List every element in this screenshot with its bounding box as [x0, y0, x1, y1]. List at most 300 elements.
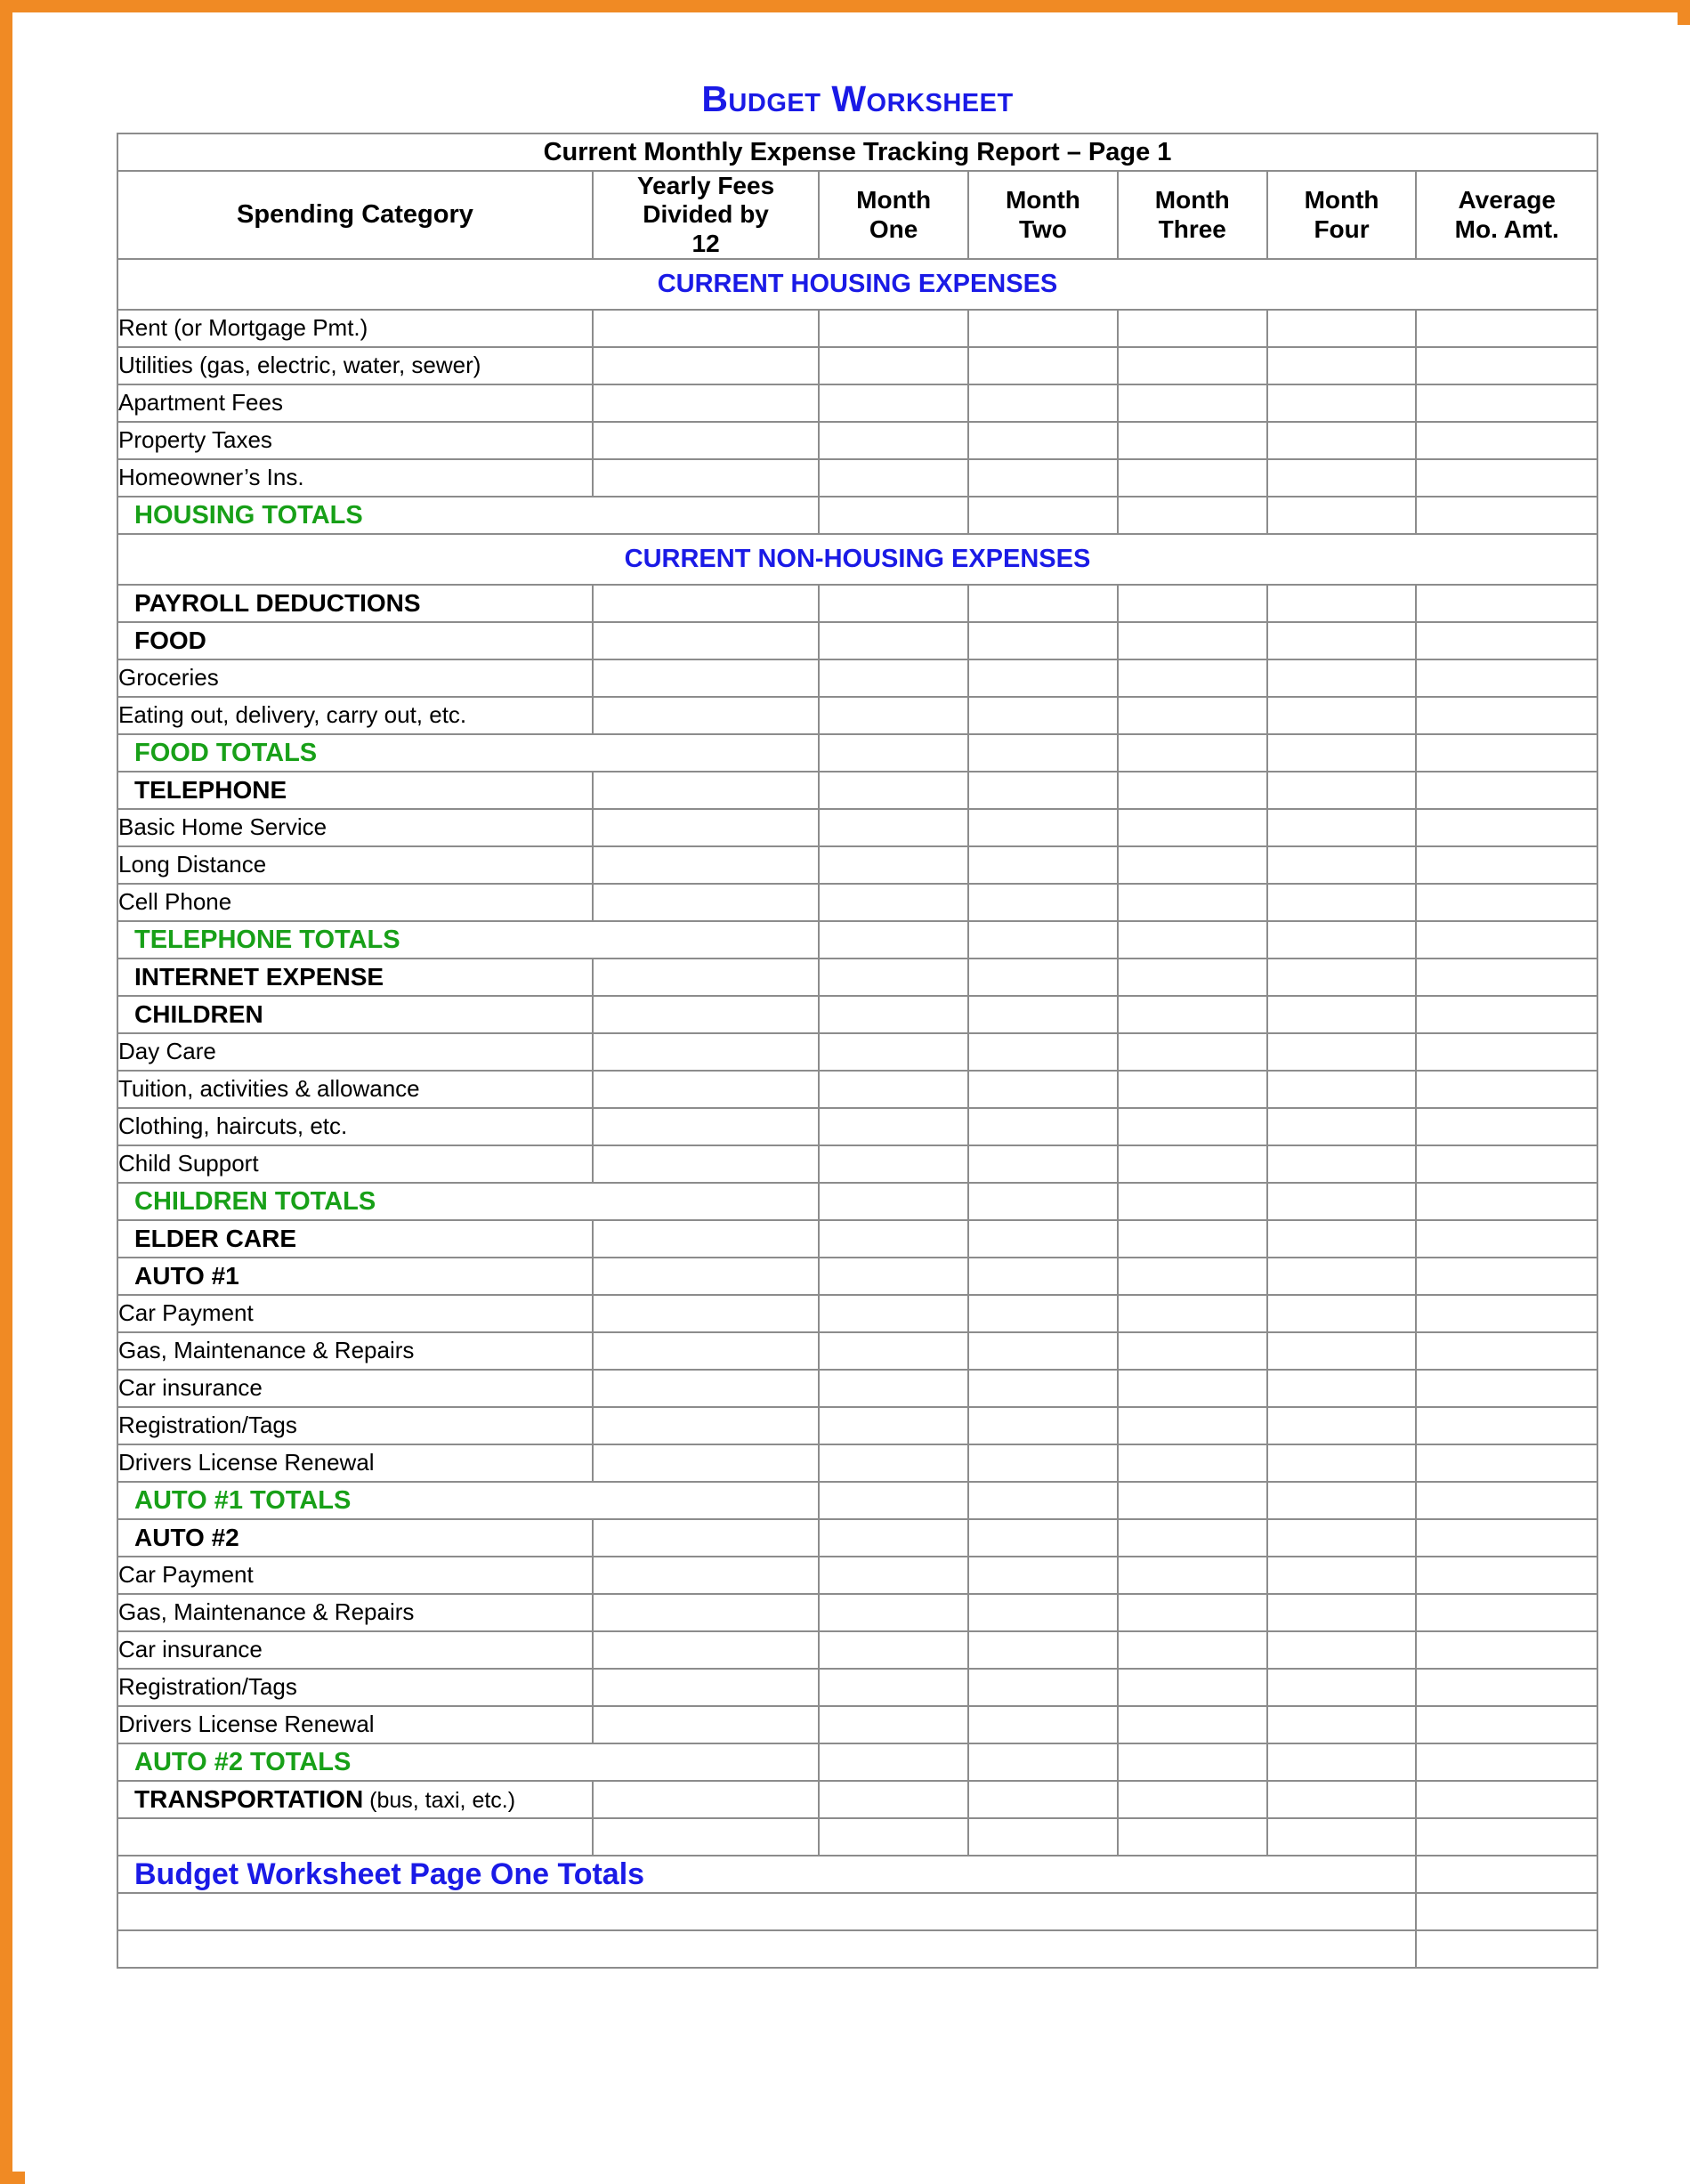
table-row [117, 622, 1597, 659]
entry-cell[interactable] [1416, 1893, 1597, 1930]
entry-cell[interactable] [819, 1295, 968, 1332]
entry-cell[interactable] [1416, 622, 1597, 659]
table-row [117, 1407, 1597, 1444]
entry-cell[interactable] [1267, 1669, 1417, 1706]
entry-cell[interactable] [819, 1444, 968, 1482]
entry-cell[interactable] [819, 1482, 968, 1519]
entry-cell[interactable] [1416, 1220, 1597, 1258]
column-header-month-two: Month Two [968, 171, 1118, 259]
entry-cell[interactable] [968, 1444, 1118, 1482]
entry-cell[interactable] [593, 1818, 819, 1856]
entry-cell[interactable] [819, 1743, 968, 1781]
entry-cell[interactable] [1118, 1071, 1267, 1108]
column-header-month-four: Month Four [1267, 171, 1417, 259]
entry-cell[interactable] [1416, 697, 1597, 734]
entry-cell[interactable] [968, 1220, 1118, 1258]
blank-row [117, 1930, 1597, 1968]
entry-cell[interactable] [1267, 1145, 1417, 1183]
row-label-major [117, 1220, 593, 1258]
entry-cell[interactable] [1416, 347, 1597, 384]
entry-cell[interactable] [968, 734, 1118, 772]
row-label-major [117, 585, 593, 622]
entry-cell[interactable] [1267, 1519, 1417, 1557]
entry-cell[interactable] [1267, 809, 1417, 846]
entry-cell[interactable] [819, 1706, 968, 1743]
table-row [117, 1220, 1597, 1258]
row-label-major [117, 1258, 593, 1295]
entry-cell[interactable] [819, 1258, 968, 1295]
entry-cell[interactable] [819, 1519, 968, 1557]
subtotal-label: TELEPHONE TOTALS [117, 921, 819, 959]
entry-cell[interactable] [819, 1220, 968, 1258]
entry-cell[interactable] [819, 422, 968, 459]
table-row [117, 1370, 1597, 1407]
entry-cell[interactable] [1118, 809, 1267, 846]
entry-cell[interactable] [819, 846, 968, 884]
entry-cell[interactable] [968, 1108, 1118, 1145]
entry-cell[interactable] [1118, 1370, 1267, 1407]
entry-cell[interactable] [1267, 422, 1417, 459]
entry-cell[interactable] [819, 1818, 968, 1856]
entry-cell[interactable] [1416, 1071, 1597, 1108]
blank-label [117, 1930, 1416, 1968]
entry-cell[interactable] [819, 697, 968, 734]
entry-cell[interactable] [1267, 347, 1417, 384]
entry-cell[interactable] [1118, 959, 1267, 996]
entry-cell[interactable] [819, 1781, 968, 1818]
entry-cell[interactable] [1416, 846, 1597, 884]
entry-cell[interactable] [968, 422, 1118, 459]
row-label: Property Taxes [117, 422, 593, 459]
entry-cell[interactable] [1416, 1594, 1597, 1631]
table-row [117, 1631, 1597, 1669]
entry-cell[interactable] [593, 772, 819, 809]
entry-cell[interactable] [1118, 1295, 1267, 1332]
entry-cell[interactable] [1416, 921, 1597, 959]
entry-cell[interactable] [1267, 996, 1417, 1033]
entry-cell[interactable] [593, 846, 819, 884]
row-label-text: AUTO #1 [134, 1262, 239, 1290]
entry-cell[interactable] [593, 1332, 819, 1370]
entry-cell[interactable] [968, 459, 1118, 497]
row-label: Gas, Maintenance & Repairs [117, 1332, 593, 1370]
entry-cell[interactable] [968, 384, 1118, 422]
entry-cell[interactable] [968, 347, 1118, 384]
entry-cell[interactable] [968, 1033, 1118, 1071]
entry-cell[interactable] [819, 1332, 968, 1370]
entry-cell[interactable] [593, 1594, 819, 1631]
row-label-major [117, 996, 593, 1033]
entry-cell[interactable] [1118, 1781, 1267, 1818]
entry-cell[interactable] [1267, 1071, 1417, 1108]
entry-cell[interactable] [819, 959, 968, 996]
entry-cell[interactable] [1416, 1258, 1597, 1295]
table-row [117, 996, 1597, 1033]
entry-cell[interactable] [1118, 1482, 1267, 1519]
entry-cell[interactable] [1416, 1930, 1597, 1968]
entry-cell[interactable] [1267, 1108, 1417, 1145]
entry-cell[interactable] [593, 1781, 819, 1818]
entry-cell[interactable] [1416, 1183, 1597, 1220]
entry-cell[interactable] [1267, 1743, 1417, 1781]
entry-cell[interactable] [968, 772, 1118, 809]
entry-cell[interactable] [1267, 1631, 1417, 1669]
entry-cell[interactable] [1416, 884, 1597, 921]
entry-cell[interactable] [968, 809, 1118, 846]
row-label-major [117, 959, 593, 996]
table-row [117, 310, 1597, 347]
section-heading-row [117, 259, 1597, 310]
entry-cell[interactable] [1267, 959, 1417, 996]
entry-cell[interactable] [1416, 1108, 1597, 1145]
entry-cell[interactable] [1416, 1370, 1597, 1407]
entry-cell[interactable] [968, 310, 1118, 347]
entry-cell[interactable] [1416, 1444, 1597, 1482]
entry-cell[interactable] [968, 1407, 1118, 1444]
table-row [117, 846, 1597, 884]
entry-cell[interactable] [968, 996, 1118, 1033]
entry-cell[interactable] [968, 846, 1118, 884]
subtotal-row [117, 1482, 1597, 1519]
entry-cell[interactable] [819, 459, 968, 497]
entry-cell[interactable] [1267, 772, 1417, 809]
row-label: Basic Home Service [117, 809, 593, 846]
entry-cell[interactable] [1267, 1220, 1417, 1258]
entry-cell[interactable] [1416, 996, 1597, 1033]
entry-cell[interactable] [593, 1519, 819, 1557]
entry-cell[interactable] [593, 384, 819, 422]
entry-cell[interactable] [1267, 1370, 1417, 1407]
entry-cell[interactable] [1416, 310, 1597, 347]
entry-cell[interactable] [593, 1669, 819, 1706]
entry-cell[interactable] [1118, 1258, 1267, 1295]
entry-cell[interactable] [1267, 1781, 1417, 1818]
row-label: Utilities (gas, electric, water, sewer) [117, 347, 593, 384]
column-header-month-one: Month One [819, 171, 968, 259]
entry-cell[interactable] [968, 884, 1118, 921]
entry-cell[interactable] [819, 1631, 968, 1669]
entry-cell[interactable] [1118, 1332, 1267, 1370]
entry-cell[interactable] [1416, 497, 1597, 534]
entry-cell[interactable] [968, 1332, 1118, 1370]
entry-cell[interactable] [1416, 809, 1597, 846]
row-label-text: AUTO #2 [134, 1524, 239, 1552]
entry-cell[interactable] [1267, 734, 1417, 772]
entry-cell[interactable] [593, 1071, 819, 1108]
entry-cell[interactable] [1416, 1407, 1597, 1444]
entry-cell[interactable] [1267, 1183, 1417, 1220]
entry-cell[interactable] [1118, 1145, 1267, 1183]
entry-cell[interactable] [1267, 622, 1417, 659]
entry-cell[interactable] [1118, 697, 1267, 734]
entry-cell[interactable] [819, 1594, 968, 1631]
entry-cell[interactable] [1267, 1594, 1417, 1631]
row-label: Long Distance [117, 846, 593, 884]
row-label: Drivers License Renewal [117, 1706, 593, 1743]
entry-cell[interactable] [1118, 1444, 1267, 1482]
entry-cell[interactable] [1267, 1407, 1417, 1444]
entry-cell[interactable] [1416, 1743, 1597, 1781]
subtotal-label: FOOD TOTALS [117, 734, 819, 772]
row-label-text: FOOD [134, 627, 206, 655]
subtotal-row [117, 497, 1597, 534]
entry-cell[interactable] [1118, 846, 1267, 884]
row-label-text: CHILDREN [134, 1000, 263, 1029]
row-label: Clothing, haircuts, etc. [117, 1108, 593, 1145]
entry-cell[interactable] [819, 1145, 968, 1183]
entry-cell[interactable] [1118, 921, 1267, 959]
entry-cell[interactable] [819, 1071, 968, 1108]
entry-cell[interactable] [1416, 659, 1597, 697]
entry-cell[interactable] [593, 1220, 819, 1258]
worksheet-sheet [25, 25, 1690, 2184]
table-row [117, 422, 1597, 459]
entry-cell[interactable] [1416, 1557, 1597, 1594]
budget-table [117, 133, 1598, 1969]
report-subtitle-row [117, 133, 1597, 171]
entry-cell[interactable] [819, 772, 968, 809]
entry-cell[interactable] [593, 622, 819, 659]
entry-cell[interactable] [968, 1071, 1118, 1108]
entry-cell[interactable] [593, 585, 819, 622]
entry-cell[interactable] [1267, 1033, 1417, 1071]
entry-cell[interactable] [593, 959, 819, 996]
entry-cell[interactable] [593, 347, 819, 384]
entry-cell[interactable] [1118, 1407, 1267, 1444]
entry-cell[interactable] [1118, 384, 1267, 422]
entry-cell[interactable] [593, 422, 819, 459]
entry-cell[interactable] [1267, 585, 1417, 622]
table-row [117, 1071, 1597, 1108]
entry-cell[interactable] [1416, 1033, 1597, 1071]
entry-cell[interactable] [968, 1594, 1118, 1631]
entry-cell[interactable] [968, 1183, 1118, 1220]
entry-cell[interactable] [1267, 697, 1417, 734]
entry-cell[interactable] [1416, 734, 1597, 772]
entry-cell[interactable] [819, 347, 968, 384]
entry-cell[interactable] [968, 1145, 1118, 1183]
entry-cell[interactable] [1267, 1557, 1417, 1594]
subtotal-row [117, 1183, 1597, 1220]
entry-cell[interactable] [1267, 1332, 1417, 1370]
entry-cell[interactable] [1267, 1706, 1417, 1743]
entry-cell[interactable] [1416, 459, 1597, 497]
entry-cell[interactable] [819, 384, 968, 422]
entry-cell[interactable] [819, 884, 968, 921]
row-label: Cell Phone [117, 884, 593, 921]
entry-cell[interactable] [1416, 1332, 1597, 1370]
entry-cell[interactable] [1267, 846, 1417, 884]
entry-cell[interactable] [1416, 1631, 1597, 1669]
entry-cell[interactable] [593, 996, 819, 1033]
entry-cell[interactable] [1267, 1295, 1417, 1332]
entry-cell[interactable] [968, 1818, 1118, 1856]
entry-cell[interactable] [1118, 1557, 1267, 1594]
entry-cell[interactable] [1118, 622, 1267, 659]
row-label: Car Payment [117, 1295, 593, 1332]
entry-cell[interactable] [819, 497, 968, 534]
entry-cell[interactable] [1118, 1743, 1267, 1781]
table-row [117, 585, 1597, 622]
entry-cell[interactable] [819, 585, 968, 622]
table-row [117, 1818, 1597, 1856]
entry-cell[interactable] [968, 1370, 1118, 1407]
column-header-category: Spending Category [117, 171, 593, 259]
entry-cell[interactable] [968, 1743, 1118, 1781]
entry-cell[interactable] [1118, 497, 1267, 534]
entry-cell[interactable] [1267, 1258, 1417, 1295]
entry-cell[interactable] [819, 1557, 968, 1594]
entry-cell[interactable] [1267, 1818, 1417, 1856]
entry-cell[interactable] [1267, 384, 1417, 422]
entry-cell[interactable] [819, 1183, 968, 1220]
entry-cell[interactable] [968, 622, 1118, 659]
entry-cell[interactable] [1118, 459, 1267, 497]
entry-cell[interactable] [593, 1108, 819, 1145]
entry-cell[interactable] [1267, 497, 1417, 534]
entry-cell[interactable] [819, 622, 968, 659]
entry-cell[interactable] [1416, 959, 1597, 996]
entry-cell[interactable] [1267, 459, 1417, 497]
section-heading-row [117, 534, 1597, 585]
entry-cell[interactable] [968, 1669, 1118, 1706]
table-row [117, 1332, 1597, 1370]
entry-cell[interactable] [819, 809, 968, 846]
entry-cell[interactable] [1267, 310, 1417, 347]
column-header-month-three: Month Three [1118, 171, 1267, 259]
entry-cell[interactable] [968, 585, 1118, 622]
entry-cell[interactable] [1416, 1519, 1597, 1557]
entry-cell[interactable] [593, 1370, 819, 1407]
entry-cell[interactable] [593, 1631, 819, 1669]
entry-cell[interactable] [1416, 1669, 1597, 1706]
table-row [117, 809, 1597, 846]
entry-cell[interactable] [1118, 1183, 1267, 1220]
entry-cell[interactable] [1267, 921, 1417, 959]
entry-cell[interactable] [1267, 1482, 1417, 1519]
entry-cell[interactable] [968, 659, 1118, 697]
entry-cell[interactable] [1118, 347, 1267, 384]
entry-cell[interactable] [1118, 659, 1267, 697]
entry-cell[interactable] [1118, 1108, 1267, 1145]
entry-cell[interactable] [819, 1108, 968, 1145]
entry-cell[interactable] [593, 310, 819, 347]
entry-cell[interactable] [819, 1669, 968, 1706]
entry-cell[interactable] [968, 959, 1118, 996]
table-row [117, 1108, 1597, 1145]
table-row [117, 1258, 1597, 1295]
grand-total-label: Budget Worksheet Page One Totals [117, 1856, 1416, 1893]
entry-cell[interactable] [593, 1033, 819, 1071]
entry-cell[interactable] [968, 497, 1118, 534]
entry-cell[interactable] [1118, 1706, 1267, 1743]
entry-cell[interactable] [819, 1407, 968, 1444]
entry-cell[interactable] [593, 884, 819, 921]
entry-cell[interactable] [1267, 659, 1417, 697]
entry-cell[interactable] [968, 1706, 1118, 1743]
entry-cell[interactable] [593, 1295, 819, 1332]
entry-cell[interactable] [1267, 1444, 1417, 1482]
entry-cell[interactable] [1267, 884, 1417, 921]
entry-cell[interactable] [1416, 585, 1597, 622]
entry-cell[interactable] [1118, 310, 1267, 347]
entry-cell[interactable] [819, 310, 968, 347]
entry-cell[interactable] [1118, 1631, 1267, 1669]
entry-cell[interactable] [1118, 884, 1267, 921]
entry-cell[interactable] [1416, 384, 1597, 422]
entry-cell[interactable] [968, 1631, 1118, 1669]
row-label: Eating out, delivery, carry out, etc. [117, 697, 593, 734]
entry-cell[interactable] [968, 697, 1118, 734]
entry-cell[interactable] [968, 1482, 1118, 1519]
entry-cell[interactable] [593, 1706, 819, 1743]
entry-cell[interactable] [1118, 996, 1267, 1033]
entry-cell[interactable] [1118, 772, 1267, 809]
entry-cell[interactable] [593, 1145, 819, 1183]
entry-cell[interactable] [1416, 1781, 1597, 1818]
entry-cell[interactable] [593, 1407, 819, 1444]
entry-cell[interactable] [1118, 1519, 1267, 1557]
entry-cell[interactable] [819, 1370, 968, 1407]
entry-cell[interactable] [819, 921, 968, 959]
entry-cell[interactable] [968, 1295, 1118, 1332]
page-title [25, 25, 1690, 133]
entry-cell[interactable] [968, 1557, 1118, 1594]
entry-cell[interactable] [1118, 734, 1267, 772]
entry-cell[interactable] [968, 1781, 1118, 1818]
entry-cell[interactable] [593, 1444, 819, 1482]
entry-cell[interactable] [1416, 422, 1597, 459]
entry-cell[interactable] [819, 1033, 968, 1071]
entry-cell[interactable] [1118, 1818, 1267, 1856]
table-row [117, 1295, 1597, 1332]
subtotal-label: AUTO #2 TOTALS [117, 1743, 819, 1781]
entry-cell[interactable] [1118, 1669, 1267, 1706]
entry-cell[interactable] [1118, 585, 1267, 622]
entry-cell[interactable] [968, 1258, 1118, 1295]
entry-cell[interactable] [1416, 1295, 1597, 1332]
entry-cell[interactable] [593, 459, 819, 497]
entry-cell[interactable] [1118, 1594, 1267, 1631]
entry-cell[interactable] [1416, 1706, 1597, 1743]
entry-cell[interactable] [593, 1258, 819, 1295]
entry-cell[interactable] [593, 1557, 819, 1594]
entry-cell[interactable] [593, 697, 819, 734]
row-label-major [117, 772, 593, 809]
entry-cell[interactable] [968, 921, 1118, 959]
section-heading: CURRENT NON-HOUSING EXPENSES [117, 534, 1597, 585]
entry-cell[interactable] [968, 1519, 1118, 1557]
grand-total-cell[interactable] [1416, 1856, 1597, 1893]
entry-cell[interactable] [819, 996, 968, 1033]
entry-cell[interactable] [1118, 422, 1267, 459]
row-label: Car insurance [117, 1370, 593, 1407]
blank-row [117, 1893, 1597, 1930]
entry-cell[interactable] [1118, 1220, 1267, 1258]
table-row [117, 384, 1597, 422]
subtotal-row [117, 734, 1597, 772]
entry-cell[interactable] [819, 659, 968, 697]
subtotal-row [117, 1743, 1597, 1781]
entry-cell[interactable] [593, 809, 819, 846]
entry-cell[interactable] [819, 734, 968, 772]
entry-cell[interactable] [1416, 1818, 1597, 1856]
entry-cell[interactable] [1416, 1482, 1597, 1519]
entry-cell[interactable] [593, 659, 819, 697]
entry-cell[interactable] [1118, 1033, 1267, 1071]
entry-cell[interactable] [1416, 1145, 1597, 1183]
entry-cell[interactable] [1416, 772, 1597, 809]
